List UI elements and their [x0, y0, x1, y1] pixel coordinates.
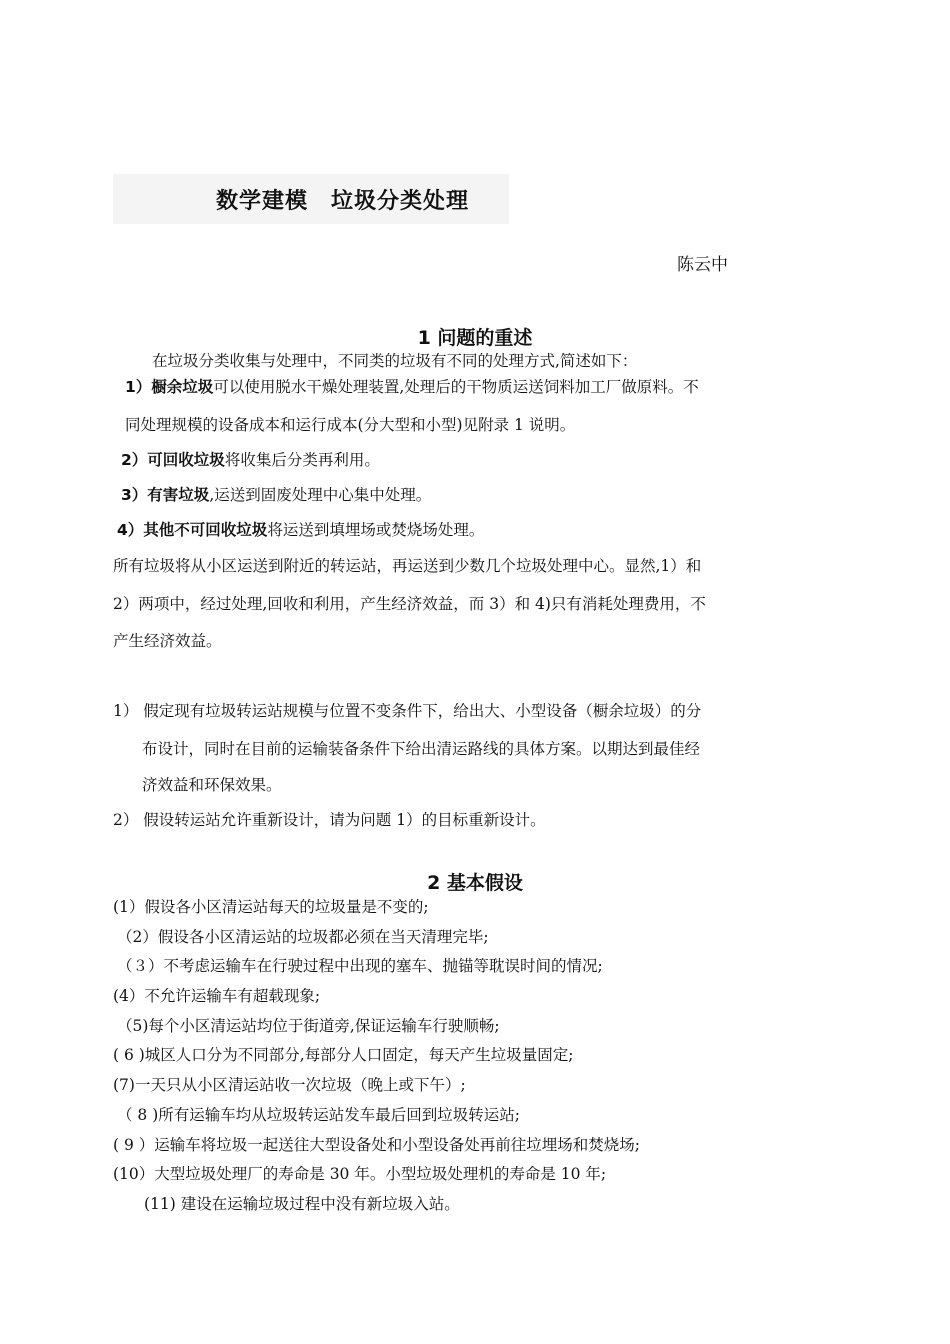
author-name: 陈云中: [677, 255, 728, 275]
item-1: [125, 375, 699, 397]
item-2-term: 可回收垃圾: [147, 451, 225, 469]
assumption-item: (11) 建设在运输垃圾过程中没有新垃圾入站。: [144, 1195, 460, 1213]
assumption-item: （３）不考虑运输车在行驶过程中出现的塞车、抛锚等耽误时间的情况;: [117, 957, 603, 975]
item-1-number: 1）: [125, 378, 152, 396]
item-2: [121, 448, 380, 470]
section-1-heading: 1 问题的重述: [417, 327, 533, 349]
paragraph-line: 产生经济效益。: [113, 632, 222, 650]
item-2-number: 2）: [121, 451, 148, 469]
assumption-item: (4）不允许运输车有超载现象;: [113, 987, 321, 1005]
item-4: [117, 518, 484, 540]
assumption-item: （5)每个小区清运站均位于街道旁,保证运输车行驶顺畅;: [117, 1017, 500, 1035]
assumption-item: ( 9 ）运输车将垃圾一起送往大型设备处和小型设备处再前往垃埋场和焚烧场;: [113, 1136, 640, 1154]
assumption-item: （2）假设各小区清运站的垃圾都必须在当天清理完毕;: [117, 928, 489, 946]
section-2-heading: 2 基本假设: [427, 872, 523, 894]
assumption-item: (10）大型垃圾处理厂的寿命是 30 年。小型垃圾处理机的寿命是 10 年;: [113, 1165, 607, 1183]
item-1-term: 橱余垃圾: [151, 378, 214, 396]
assumption-item: (1）假设各小区清运站每天的垃圾量是不变的;: [113, 898, 429, 916]
item-4-text: 将运送到填埋场或焚烧场处理。: [267, 521, 485, 539]
question-1-line: 济效益和环保效果。: [142, 776, 282, 794]
item-2-text: 将收集后分类再利用。: [224, 451, 380, 469]
assumption-item: （ 8 )所有运输车均从垃圾转运站发车最后回到垃圾转运站;: [117, 1106, 520, 1124]
item-1-text: 可以使用脱水干燥处理装置,处理后的干物质运送饲料加工厂做原料。不: [213, 378, 699, 396]
item-3-number: 3）: [121, 486, 148, 504]
item-3-text: ,运送到固废处理中心集中处理。: [209, 486, 432, 504]
question-1-line: 布设计，同时在目前的运输装备条件下给出清运路线的具体方案。以期达到最佳经: [142, 740, 701, 758]
assumption-item: (7)一天只从小区清运站收一次垃圾（晚上或下午）;: [113, 1076, 466, 1094]
item-4-term: 其他不可回收垃圾: [143, 521, 268, 539]
question-2: 2） 假设转运站允许重新设计，请为问题 1）的目标重新设计。: [113, 811, 546, 829]
item-3: [121, 483, 431, 505]
question-1-line: 1） 假定现有垃圾转运站规模与位置不变条件下，给出大、小型设备（橱余垃圾）的分: [113, 702, 702, 720]
item-3-term: 有害垃圾: [147, 486, 210, 504]
paragraph-line: 2）两项中，经过处理,回收和利用，产生经济效益，而 3）和 4)只有消耗处理费用，不: [113, 595, 706, 613]
intro-line: 在垃圾分类收集与处理中，不同类的垃圾有不同的处理方式,简述如下：: [152, 352, 638, 370]
assumption-item: ( 6 )城区人口分为不同部分,每部分人口固定，每天产生垃圾量固定;: [113, 1046, 574, 1064]
item-1-continuation: 同处理规模的设备成本和运行成本(分大型和小型)见附录 1 说明。: [125, 416, 576, 434]
paragraph-line: 所有垃圾将从小区运送到附近的转运站，再运送到少数几个垃圾处理中心。显然,1）和: [113, 557, 702, 575]
document-title: 数学建模 垃圾分类处理: [216, 189, 470, 214]
item-4-number: 4）: [117, 521, 144, 539]
